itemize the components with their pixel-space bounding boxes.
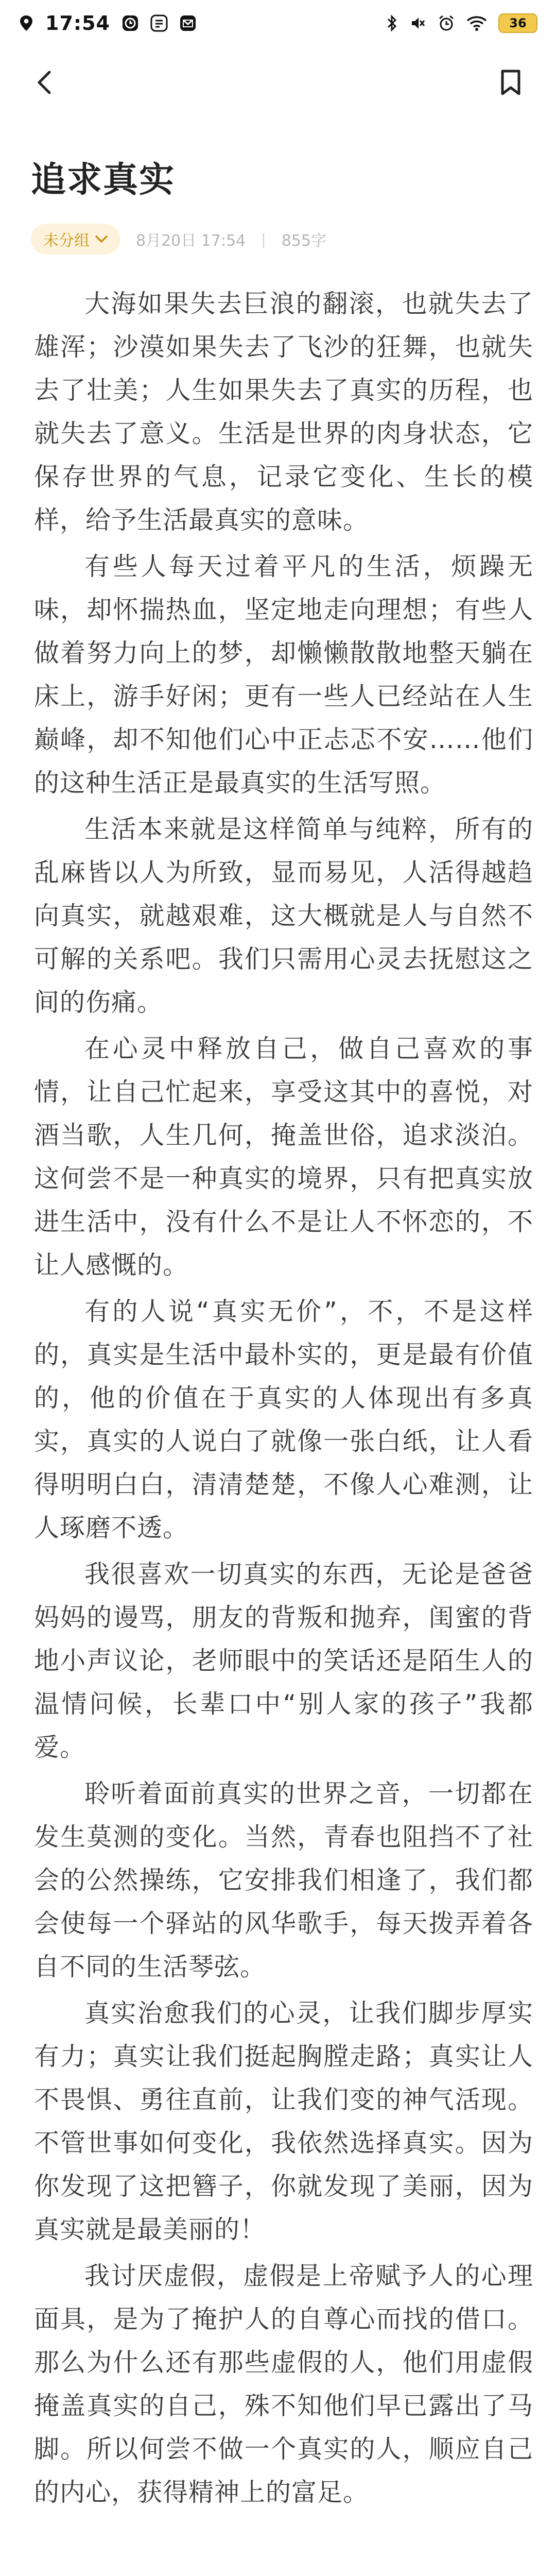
alarm-icon [438, 14, 455, 32]
article-meta [31, 223, 326, 256]
bluetooth-icon [386, 14, 397, 32]
bookmark-button[interactable] [496, 68, 525, 97]
paragraph: 大海如果失去巨浪的翻滚，也就失去了雄浑；沙漠如果失去了飞沙的狂舞，也就失去了壮美；人生如果失去了真实的历程，也就失去了意义。生活是世界的肉身状态，它保存世界的气息，记录它变化、生长的模样，给予生活最真实的意味。 [34, 289, 533, 535]
meta-separator: | [261, 230, 266, 248]
article-date: 8月20日 17:54 [136, 232, 246, 250]
paragraph: 真实治愈我们的心灵，让我们脚步厚实有力；真实让我们挺起胸膛走路；真实让人不畏惧、勇往直前，让我们变的神气活现。不管世事如何变化，我依然选择真实。因为你发现了这把簪子，你就发现了美丽，因为真实就是最美丽的！ [34, 1998, 533, 2244]
mail-icon [179, 14, 197, 32]
mute-icon [409, 14, 426, 32]
article-body [34, 282, 533, 2517]
paragraph: 有的人说“真实无价”，不，不是这样的，真实是生活中最朴实的，更是最有价值的，他的价值在于真实的人体现出有多真实，真实的人说白了就像一张白纸，让人看得明明白白，清清楚楚，不像人心难测，让人琢磨不透。 [34, 1297, 533, 1543]
word-count: 855字 [281, 232, 326, 250]
battery-level: 36 [509, 16, 527, 30]
paragraph: 我讨厌虚假，虚假是上帝赋予人的心理面具，是为了掩护人的自尊心而找的借口。那么为什么还有那些虚假的人，他们用虚假掩盖真实的自己，殊不知他们早已露出了马脚。所以何尝不做一个真实的人，顺应自己的内心，获得精神上的富足。 [34, 2261, 533, 2507]
note-icon [150, 14, 168, 32]
paragraph: 我很喜欢一切真实的东西，无论是爸爸妈妈的谩骂，朋友的背叛和抛弃，闺蜜的背地小声议论，老师眼中的笑话还是陌生人的温情问候，长辈口中“别人家的孩子”我都爱。 [34, 1560, 533, 1762]
status-left [19, 12, 197, 35]
back-arrow-icon [31, 68, 60, 97]
location-icon [19, 14, 34, 32]
back-button[interactable] [31, 68, 60, 97]
chevron-down-icon [95, 234, 108, 244]
paragraph: 生活本来就是这样简单与纯粹，所有的乱麻皆以人为所致，显而易见，人活得越趋向真实，就越艰难，这大概就是人与自然不可解的关系吧。我们只需用心灵去抚慰这之间的伤痛。 [34, 815, 533, 1017]
bookmark-icon [496, 68, 525, 97]
clock-icon [121, 14, 139, 32]
wifi-icon [466, 15, 487, 31]
category-dropdown[interactable] [31, 224, 120, 255]
status-right [386, 13, 537, 33]
article-title: 追求真实 [31, 160, 176, 200]
paragraph: 在心灵中释放自己，做自己喜欢的事情，让自己忙起来，享受这其中的喜悦，对酒当歌，人生几何，掩盖世俗，追求淡泊。这何尝不是一种真实的境界，只有把真实放进生活中，没有什么不是让人不怀恋的，不让人感慨的。 [34, 1034, 533, 1280]
paragraph: 聆听着面前真实的世界之音，一切都在发生莫测的变化。当然，青春也阻挡不了社会的公然操练，它安排我们相逢了，我们都会使每一个驿站的风华歌手，每天拨弄着各自不同的生活琴弦。 [34, 1779, 533, 1981]
battery-icon [498, 13, 537, 33]
category-label: 未分组 [43, 232, 90, 250]
status-time: 17:54 [45, 12, 110, 35]
paragraph: 有些人每天过着平凡的生活，烦躁无味，却怀揣热血，坚定地走向理想；有些人做着努力向上的梦，却懒懒散散地整天躺在床上，游手好闲；更有一些人已经站在人生巅峰，却不知他们心中正忐忑不安……他们的这种生活正是最真实的生活写照。 [34, 552, 533, 798]
status-bar [0, 0, 556, 46]
nav-bar [0, 57, 556, 108]
